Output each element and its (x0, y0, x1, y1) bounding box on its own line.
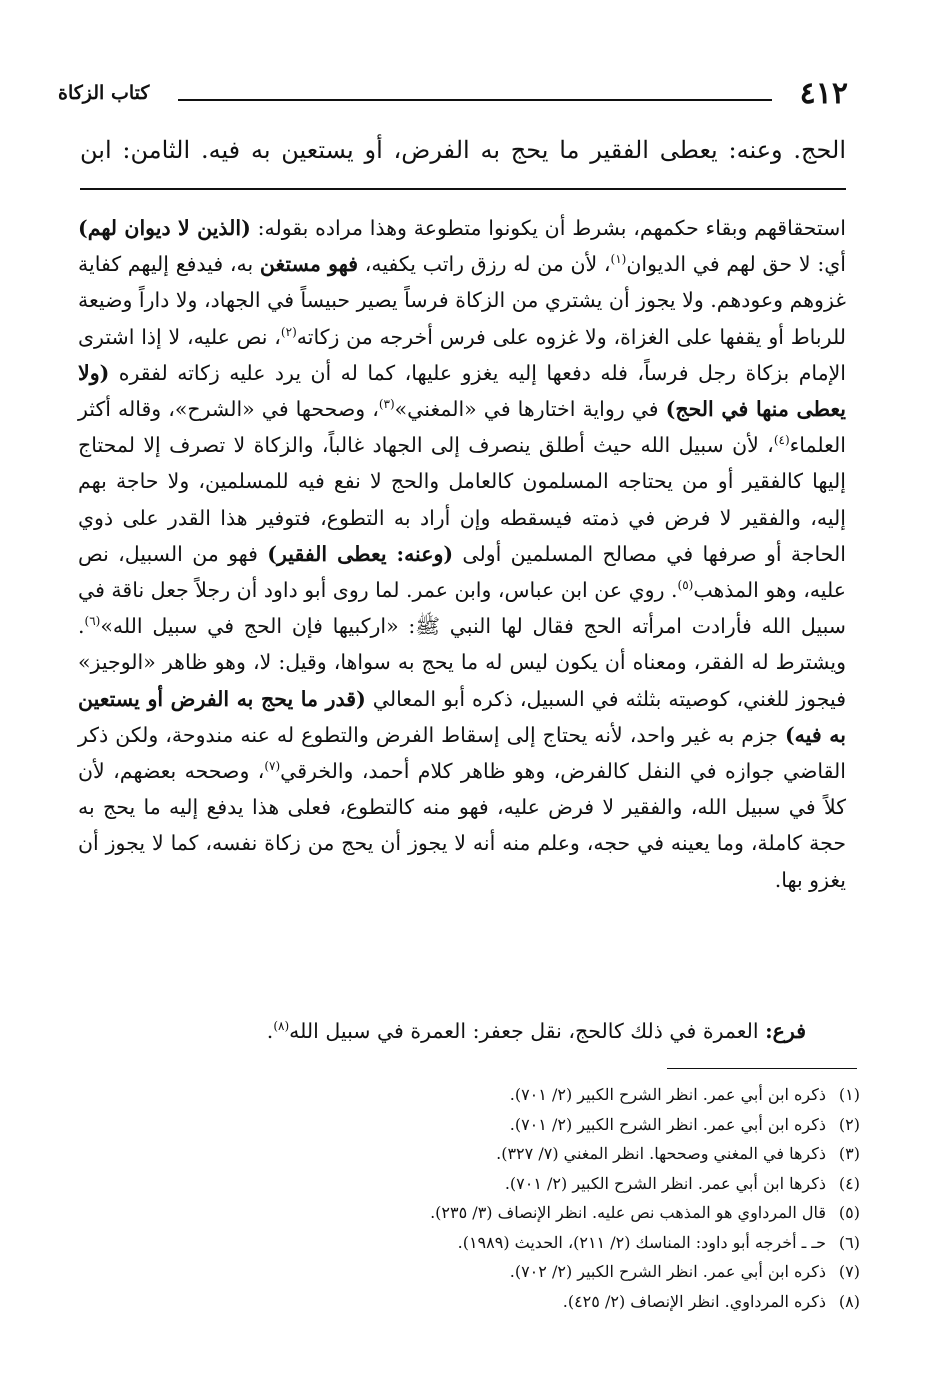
quoted-matn: (ولا يعطى منها في الحج) (78, 360, 846, 422)
footnote-text: ذكرها ابن أبي عمر. انظر الشرح الكبير (٢/ ٧٠١). (504, 1173, 826, 1193)
footnote (300, 1110, 860, 1140)
page-number: ٤١٢ (799, 76, 848, 111)
text-run: . روي عن ابن عباس، وابن عمر. لما روى أبو داود أن رجلاً جعل ناقة في سبيل الله فأرادت امرأته الحج فقال لها النبي ﷺ: «اركبيها فإن الحج في سبيل الله» (78, 578, 846, 639)
text-run: في رواية اختارها في «المغني» (394, 397, 666, 422)
quoted-matn: (وعنه: يعطى الفقير) (267, 541, 454, 566)
quoted-matn: (الذين لا ديوان لهم) (78, 216, 251, 240)
footnote-text: ذكره ابن أبي عمر. انظر الشرح الكبير (٢/ ٧٠١). (509, 1085, 826, 1104)
book-title: كتاب الزكاة (58, 82, 150, 104)
footnote-text: ذكرها في المغني وصححها. انظر المغني (٧/ ٣٢٧). (496, 1144, 826, 1163)
text-run: استحقاقهم وبقاء حكمهم، بشرط أن يكونوا متطوعة وهذا مراده بقوله: (250, 216, 846, 240)
footnote-number: (٣) (838, 1144, 860, 1163)
footnote-ref: (٣) (378, 397, 395, 412)
branch-text: العمرة في ذلك كالحج، نقل جعفر: العمرة في سبيل الله (289, 1019, 766, 1043)
text-run: به، فيدفع إليهم كفاية غزوهم وعودهم. ولا يجوز أن يشتري من الزكاة فرساً يصير حبيساً في الجهاد، ولا داراً وضيعة للرباط أو يقفها على الغزاة، ولا غزوه على فرس أخرجه من زكاته (78, 252, 846, 349)
footnote (300, 1228, 860, 1258)
footnote (300, 1139, 860, 1169)
text-run: ، لأن من له رزق راتب يكفيه، (358, 252, 611, 277)
footnote (300, 1080, 860, 1110)
text-run: جزم به غير واحد، لأنه يحتاج إلى إسقاط الفرض والتطوع له عنه مندوحة، ولكن ذكر القاضي جوازه في النفل كالفرض، وهو ظاهر كلام أحمد، والخرقي (78, 722, 846, 784)
footnote (300, 1257, 860, 1287)
branch-note (78, 1014, 806, 1048)
text-run: ، لأن سبيل الله حيث أطلق ينصرف إلى الجهاد غالباً، والزكاة لا تصرف إلا لمحتاج إليها كالفقير أو من يحتاجه المسلمون كالعامل والحج لا نفع فيه للمسلمين، ولا حاجة بهم إليه، والفقير لا فرض في ذمته فيسقطه وإن أراد به التطوع، فتوفير هذا القدر على ذوي الحاجة أو صرفها في مصالح المسلمين أولى (78, 433, 846, 566)
footnotes (300, 1080, 860, 1316)
commentary-text (78, 210, 846, 898)
footnote (300, 1287, 860, 1317)
footnote-ref: (٨) (273, 1019, 290, 1034)
footnote-text: قال المرداوي هو المذهب نص عليه. انظر الإنصاف (٣/ ٢٣٥). (430, 1203, 826, 1222)
text-run: فهو من السبيل، نص عليه، وهو المذهب (78, 541, 847, 603)
header-rule (178, 99, 772, 101)
text-run: أي: لا حق لهم في الديوان (626, 252, 846, 277)
footnote-ref: (٢) (280, 324, 297, 339)
footnote-ref: (٤) (773, 433, 790, 448)
footnote-separator (667, 1068, 857, 1069)
footnote-number: (٥) (838, 1203, 860, 1222)
quoted-matn: (قدر ما يحج به الفرض أو يستعين به فيه) (78, 686, 846, 747)
footnote-number: (٦) (838, 1232, 860, 1252)
text-run: ، وصححها في «الشرح»، وقاله أكثر العلماء (78, 397, 846, 458)
footnote-number: (٢) (838, 1114, 860, 1134)
footnote-text: ذكره المرداوي. انظر الإنصاف (٢/ ٤٢٥). (562, 1291, 826, 1311)
footnote-number: (١) (838, 1085, 860, 1104)
matn-text: الحج. وعنه: يعطى الفقير ما يحج به الفرض، أو يستعين به فيه. الثامن: ابن (80, 136, 846, 164)
quoted-matn: فهو مستغن (259, 252, 359, 277)
footnote-number: (٨) (838, 1291, 860, 1311)
footnote-text: ذكره ابن أبي عمر. انظر الشرح الكبير (٢/ ٧٠٢). (509, 1262, 826, 1281)
footnote-text: حـ ـ أخرجه أبو داود: المناسك (٢/ ٢١١)، الحديث (١٩٨٩). (457, 1232, 826, 1252)
footnote-ref: (١) (610, 252, 627, 267)
footnote-text: ذكره ابن أبي عمر. انظر الشرح الكبير (٢/ ٧٠١). (509, 1114, 826, 1134)
footnote-ref: (٧) (264, 759, 281, 774)
text-run: ، وصححه بعضهم، لأن كلاً في سبيل الله، والفقير لا فرض عليه، فهو منه كالتطوع، فعلى هذا يدفع إليه ما يحج به حجة كاملة، وما يعينه في حجه، وعلم منه أنه لا يجوز أن يحج من زكاة نفسه، كما لا يجوز أن يغزو بها. (78, 759, 846, 892)
footnote-ref: (٥) (677, 578, 694, 593)
footnote-ref: (٦) (84, 614, 101, 629)
commentary-paragraph (78, 210, 846, 898)
text-run: . (266, 1019, 274, 1043)
footnote (300, 1198, 860, 1228)
footnote-number: (٤) (838, 1173, 860, 1193)
branch-label: فرع: (765, 1019, 806, 1043)
text-run: ، نص عليه، لا إذا اشترى الإمام بزكاة رجل فرساً، فله دفعها إليه يغزو عليها، كما له أن يرد عليه زكاته لفقره (78, 324, 846, 385)
footnote-number: (٧) (838, 1262, 860, 1281)
matn-separator (80, 188, 846, 190)
page-header (58, 66, 848, 116)
text-run: . ويشترط له الفقر، ومعناه أن يكون ليس له ما يحج به سواها، وقيل: لا، وهو ظاهر «الوجيز» فيجوز للغني، كوصيته بثلثه في السبيل، ذكره أبو المعالي (78, 614, 846, 711)
footnote (300, 1169, 860, 1199)
